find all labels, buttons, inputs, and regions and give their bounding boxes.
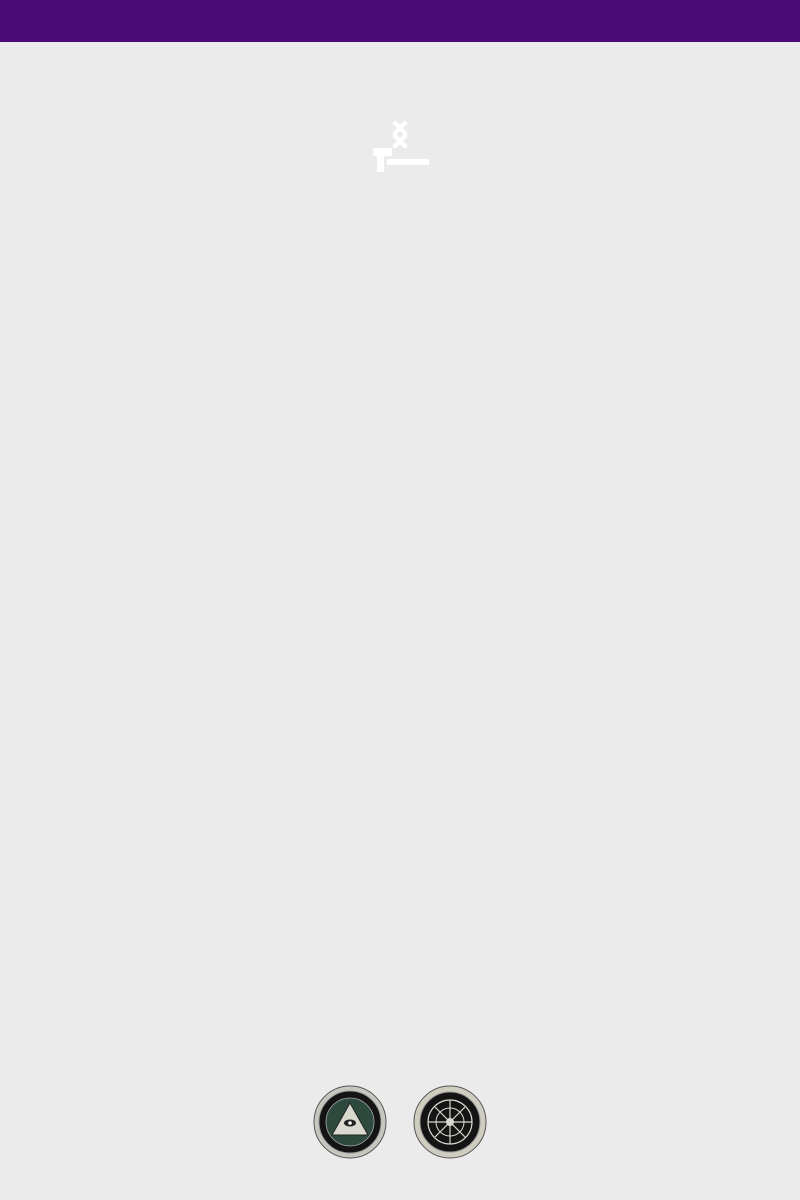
eye-pyramid-seal-icon [313,1085,387,1159]
flag-stripe-center [347,68,454,228]
flag-stripe-left [240,68,347,228]
ideology-flag [240,68,560,228]
app-header [0,0,800,42]
compass-seal-icon [413,1085,487,1159]
flag-stripe-right [453,68,560,228]
cross-hammer-icon [347,68,454,228]
